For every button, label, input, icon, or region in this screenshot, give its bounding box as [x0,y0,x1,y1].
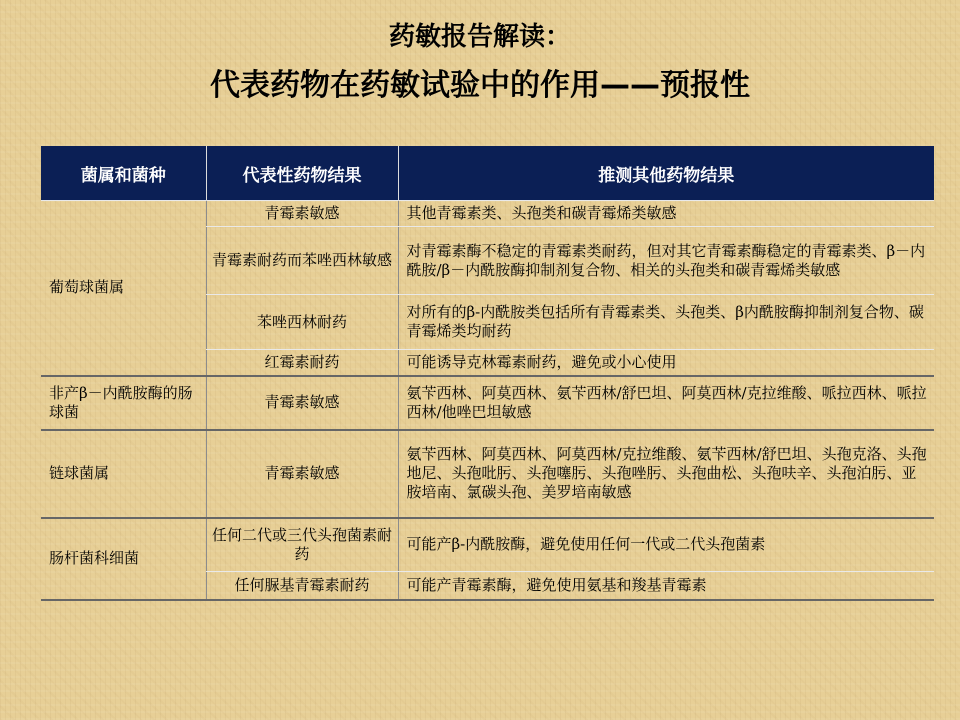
drug-cell: 青霉素敏感 [206,376,398,430]
result-cell: 可能产青霉素酶，避免使用氨基和羧基青霉素 [398,572,934,600]
slide-title-line1: 药敏报告解读： [388,22,571,52]
genus-cell: 链球菌属 [41,430,206,518]
genus-cell: 葡萄球菌属 [41,201,206,376]
genus-cell: 非产β－内酰胺酶的肠球菌 [41,376,206,430]
drug-susceptibility-table [41,146,934,601]
result-cell: 其他青霉素类、头孢类和碳青霉烯类敏感 [398,201,934,227]
header-representative-drug: 代表性药物结果 [206,146,398,201]
result-cell: 氨苄西林、阿莫西林、阿莫西林/克拉维酸、氨苄西林/舒巴坦、头孢克洛、头孢地尼、头孢吡肟、头孢噻肟、头孢唑肟、头孢曲松、头孢呋辛、头孢泊肟、亚胺培南、氯碳头孢、美罗培南敏感 [398,430,934,518]
drug-cell: 任何脲基青霉素耐药 [206,572,398,600]
drug-cell: 苯唑西林耐药 [206,295,398,350]
result-cell: 对青霉素酶不稳定的青霉素类耐药，但对其它青霉素酶稳定的青霉素类、β－内酰胺/β－内酰胺酶抑制剂复合物、相关的头孢类和碳青霉烯类敏感 [398,227,934,295]
drug-cell: 青霉素敏感 [206,430,398,518]
result-cell: 可能产β-内酰胺酶，避免使用任何一代或二代头孢菌素 [398,518,934,572]
result-cell: 对所有的β-内酰胺类包括所有青霉素类、头孢类、β内酰胺酶抑制剂复合物、碳青霉烯类均耐药 [398,295,934,350]
table-row [41,201,934,227]
table-row [41,376,934,430]
drug-cell: 任何二代或三代头孢菌素耐药 [206,518,398,572]
drug-cell: 青霉素耐药而苯唑西林敏感 [206,227,398,295]
table-row [41,518,934,572]
table-row [41,430,934,518]
result-cell: 氨苄西林、阿莫西林、氨苄西林/舒巴坦、阿莫西林/克拉维酸、哌拉西林、哌拉西林/他唑巴坦敏感 [398,376,934,430]
genus-cell: 肠杆菌科细菌 [41,518,206,600]
table-header-row [41,146,934,201]
header-inferred-result: 推测其他药物结果 [398,146,934,201]
header-genus: 菌属和菌种 [41,146,206,201]
drug-cell: 红霉素耐药 [206,350,398,376]
result-cell: 可能诱导克林霉素耐药，避免或小心使用 [398,350,934,376]
drug-cell: 青霉素敏感 [206,201,398,227]
slide-title-line2: 代表药物在药敏试验中的作用——预报性 [210,68,750,103]
